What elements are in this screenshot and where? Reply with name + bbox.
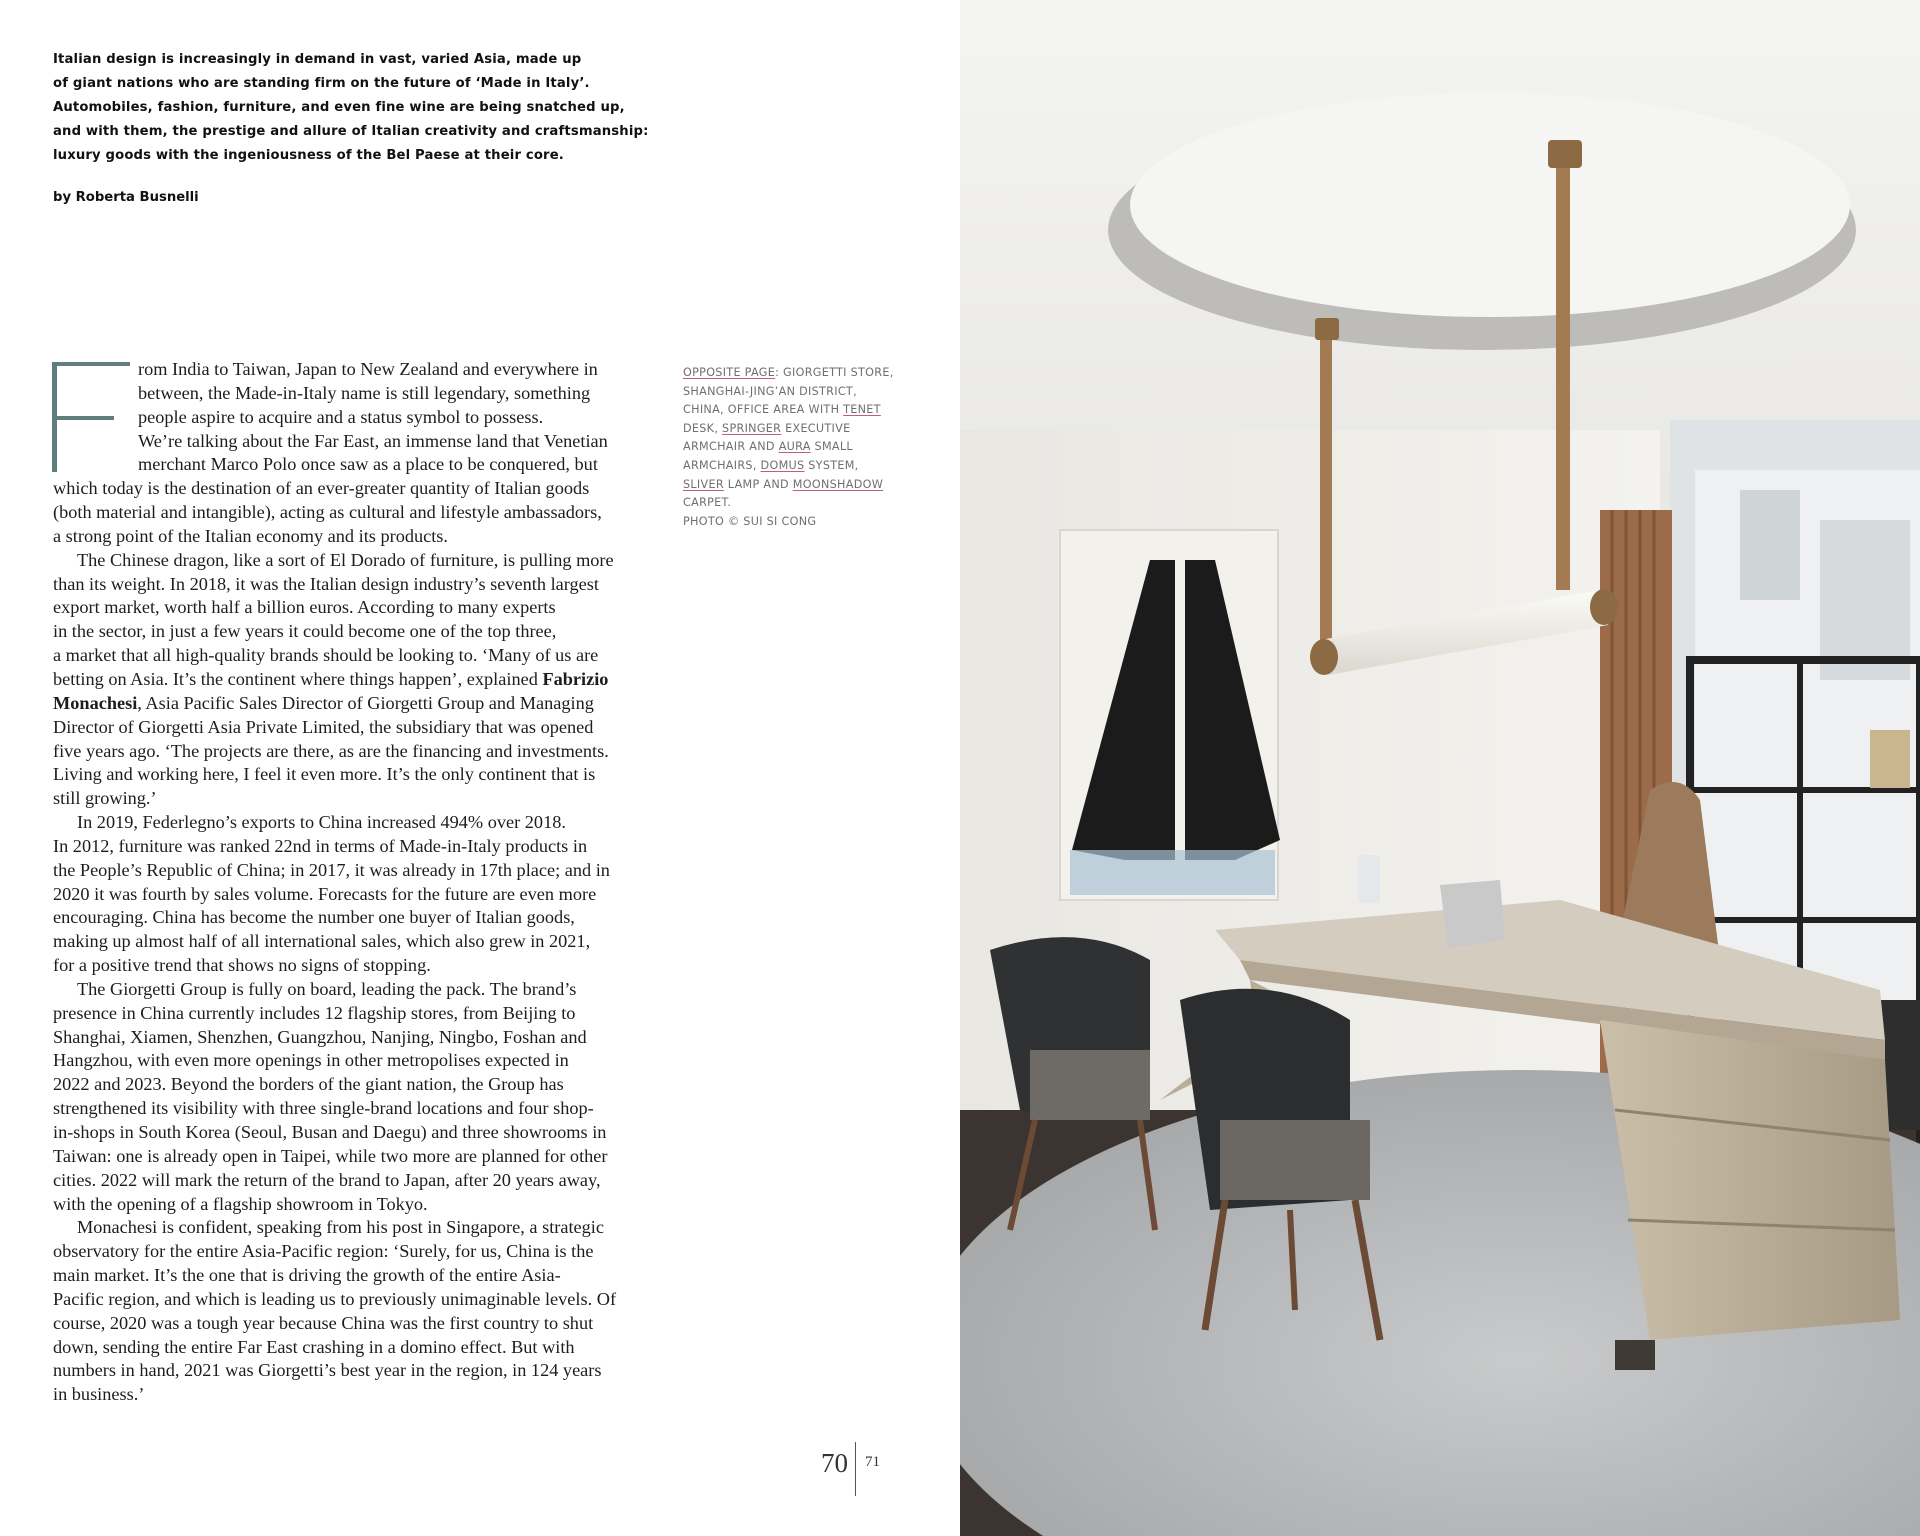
body-line: Pacific region, and which is leading us to previously unimaginable levels. Of: [53, 1288, 617, 1309]
body-line: a market that all high-quality brands should be looking to. ‘Many of us are: [53, 645, 599, 666]
lamp-end-cap: [1310, 639, 1338, 675]
body-line: in-shops in South Korea (Seoul, Busan and Daegu) and three showrooms in: [53, 1122, 607, 1142]
shelf-books: [1870, 730, 1910, 788]
body-text-run: , Asia Pacific Sales Director of Giorgetti Group and Managing: [137, 692, 594, 713]
body-line: merchant Marco Polo once saw as a place to be conquered, but: [138, 454, 598, 475]
desk-base: [1615, 1340, 1655, 1370]
lamp-ceiling-mount: [1548, 140, 1582, 168]
caption-text: CHINA, OFFICE AREA WITH: [683, 403, 844, 417]
lamp-strap-left: [1320, 325, 1332, 645]
distant-building: [1740, 490, 1800, 600]
body-line: five years ago. ‘The projects are there, as are the financing and investments.: [53, 740, 609, 761]
body-line: encouraging. China has become the number one buyer of Italian goods,: [53, 907, 575, 928]
body-line: than its weight. In 2018, it was the Italian design industry’s seventh largest: [53, 573, 599, 594]
body-line: in business.’: [53, 1384, 145, 1405]
product-name-tenet[interactable]: TENET: [843, 403, 881, 417]
caption-text: SHANGHAI-JING’AN DISTRICT,: [683, 384, 857, 398]
caption-text: DESK,: [683, 421, 723, 435]
body-line: a strong point of the Italian economy and its products.: [53, 525, 448, 546]
intro-standfirst: [53, 48, 693, 168]
body-line: We’re talking about the Far East, an immense land that Venetian: [138, 430, 608, 451]
person-name-bold: Monachesi: [53, 692, 138, 713]
body-line: observatory for the entire Asia-Pacific region: ‘Surely, for us, China is the: [53, 1241, 594, 1262]
caption-text: : GIORGETTI STORE,: [775, 366, 894, 379]
body-line: down, sending the entire Far East crashing in a domino effect. But with: [53, 1336, 575, 1357]
office-interior-photo: [960, 0, 1920, 1536]
body-line: which today is the destination of an ever-greater quantity of Italian goods: [53, 478, 590, 499]
body-line: export market, worth half a billion euros. According to many experts: [53, 597, 556, 618]
body-line: rom India to Taiwan, Japan to New Zealand and everywhere in: [138, 359, 598, 379]
body-line: Monachesi is confident, speaking from his post in Singapore, a strategic: [77, 1217, 604, 1238]
aura-armchair-seat: [1030, 1050, 1150, 1120]
body-line: presence in China currently includes 12 flagship stores, from Beijing to: [53, 1002, 576, 1023]
body-line: in the sector, in just a few years it could become one of the top three,: [53, 621, 557, 642]
article-body: [53, 358, 668, 1407]
body-line: making up almost half of all international sales, which also grew in 2021,: [53, 931, 591, 952]
person-name-bold: Fabrizio: [542, 668, 609, 689]
glass-decanter: [1358, 855, 1380, 903]
caption-line: [683, 494, 923, 513]
body-line: [53, 692, 668, 716]
intro-line: and with them, the prestige and allure of Italian creativity and craftsmanship:: [53, 124, 649, 139]
caption-line: [683, 476, 923, 495]
caption-text: PHOTO © SUI SI CONG: [683, 514, 817, 528]
body-line: The Giorgetti Group is fully on board, leading the pack. The brand’s: [77, 978, 577, 999]
body-line: people aspire to acquire and a status symbol to possess.: [138, 406, 544, 427]
body-line: Living and working here, I feel it even more. It’s the only continent that is: [53, 764, 596, 785]
svg-text:F: F: [72, 462, 73, 463]
body-line: cities. 2022 will mark the return of the brand to Japan, after 20 years away,: [53, 1169, 601, 1190]
caption-text: ARMCHAIR AND: [683, 440, 779, 454]
product-name-aura[interactable]: AURA: [778, 440, 811, 454]
caption-text: LAMP AND: [723, 477, 793, 491]
product-name-sliver[interactable]: SLIVER: [683, 477, 724, 491]
body-line: still growing.’: [53, 788, 157, 809]
caption-text: SMALL: [810, 440, 853, 454]
caption-line: [683, 401, 923, 420]
tenet-desk-drawers: [1600, 1020, 1900, 1340]
page-number-left: 70: [821, 1448, 848, 1478]
body-line: [53, 668, 668, 692]
caption-line: [683, 438, 923, 457]
caption-text: CARPET.: [683, 496, 732, 510]
caption-text: EXECUTIVE: [781, 421, 851, 435]
caption-reference-link[interactable]: OPPOSITE PAGE: [683, 366, 776, 379]
intro-line: Automobiles, fashion, furniture, and even fine wine are being snatched up,: [53, 100, 625, 115]
body-line: Director of Giorgetti Asia Private Limited, the subsidiary that was opened: [53, 716, 594, 737]
body-line: between, the Made-in-Italy name is still legendary, something: [138, 382, 591, 403]
caption-line: [683, 420, 923, 439]
aura-armchair-seat: [1220, 1120, 1370, 1200]
caption-line: [683, 364, 923, 383]
intro-line: of giant nations who are standing firm on the future of ‘Made in Italy’.: [53, 76, 590, 91]
body-line: with the opening of a flagship showroom in Tokyo.: [53, 1193, 428, 1214]
caption-text: ARMCHAIRS,: [683, 458, 761, 472]
right-page: [960, 0, 1920, 1536]
body-text-run: betting on Asia. It’s the continent where things happen’, explained: [53, 668, 538, 689]
lamp-strap-right: [1556, 150, 1570, 590]
artwork-blue-wash: [1070, 850, 1275, 895]
folio-divider: [855, 1442, 856, 1496]
body-line: In 2019, Federlegno’s exports to China increased 494% over 2018.: [77, 812, 566, 833]
lamp-end-cap: [1590, 589, 1618, 625]
body-line: The Chinese dragon, like a sort of El Dorado of furniture, is pulling more: [77, 549, 614, 570]
caption-text: SYSTEM,: [804, 458, 859, 472]
lamp-ceiling-mount: [1315, 318, 1339, 340]
body-line: Shanghai, Xiamen, Shenzhen, Guangzhou, Nanjing, Ningbo, Foshan and: [53, 1026, 587, 1047]
product-name-springer[interactable]: SPRINGER: [722, 421, 782, 435]
body-line: 2020 it was fourth by sales volume. Forecasts for the future are even more: [53, 883, 597, 904]
byline: by Roberta Busnelli: [53, 190, 199, 205]
body-line: the People’s Republic of China; in 2017, it was already in 17th place; and in: [53, 859, 610, 880]
body-line: 2022 and 2023. Beyond the borders of the giant nation, the Group has: [53, 1074, 564, 1095]
body-line: Taiwan: one is already open in Taipei, while two more are planned for other: [53, 1145, 608, 1166]
body-line: In 2012, furniture was ranked 22nd in terms of Made-in-Italy products in: [53, 835, 588, 856]
product-name-moonshadow[interactable]: MOONSHADOW: [792, 477, 884, 491]
intro-line: luxury goods with the ingeniousness of the Bel Paese at their core.: [53, 148, 564, 163]
body-line: course, 2020 was a tough year because China was the first country to shut: [53, 1312, 594, 1333]
intro-line: Italian design is increasingly in demand in vast, varied Asia, made up: [53, 52, 582, 67]
ceiling-recess: [1130, 93, 1850, 317]
photo-caption: [683, 364, 923, 531]
caption-line: [683, 457, 923, 476]
body-line: for a positive trend that shows no signs of stopping.: [53, 955, 431, 976]
body-line: main market. It’s the one that is driving the growth of the entire Asia-: [53, 1265, 561, 1286]
caption-line: [683, 383, 923, 402]
laptop: [1440, 880, 1505, 948]
photo-credit: [683, 513, 923, 532]
body-line: numbers in hand, 2021 was Giorgetti’s best year in the region, in 124 years: [53, 1360, 602, 1381]
body-line: (both material and intangible), acting as cultural and lifestyle ambassadors,: [53, 502, 602, 523]
page-number-right: 71: [865, 1454, 880, 1470]
body-line: Hangzhou, with even more openings in other metropolises expected in: [53, 1050, 569, 1071]
body-line: strengthened its visibility with three single-brand locations and four shop-: [53, 1098, 594, 1119]
product-name-domus[interactable]: DOMUS: [760, 458, 805, 472]
